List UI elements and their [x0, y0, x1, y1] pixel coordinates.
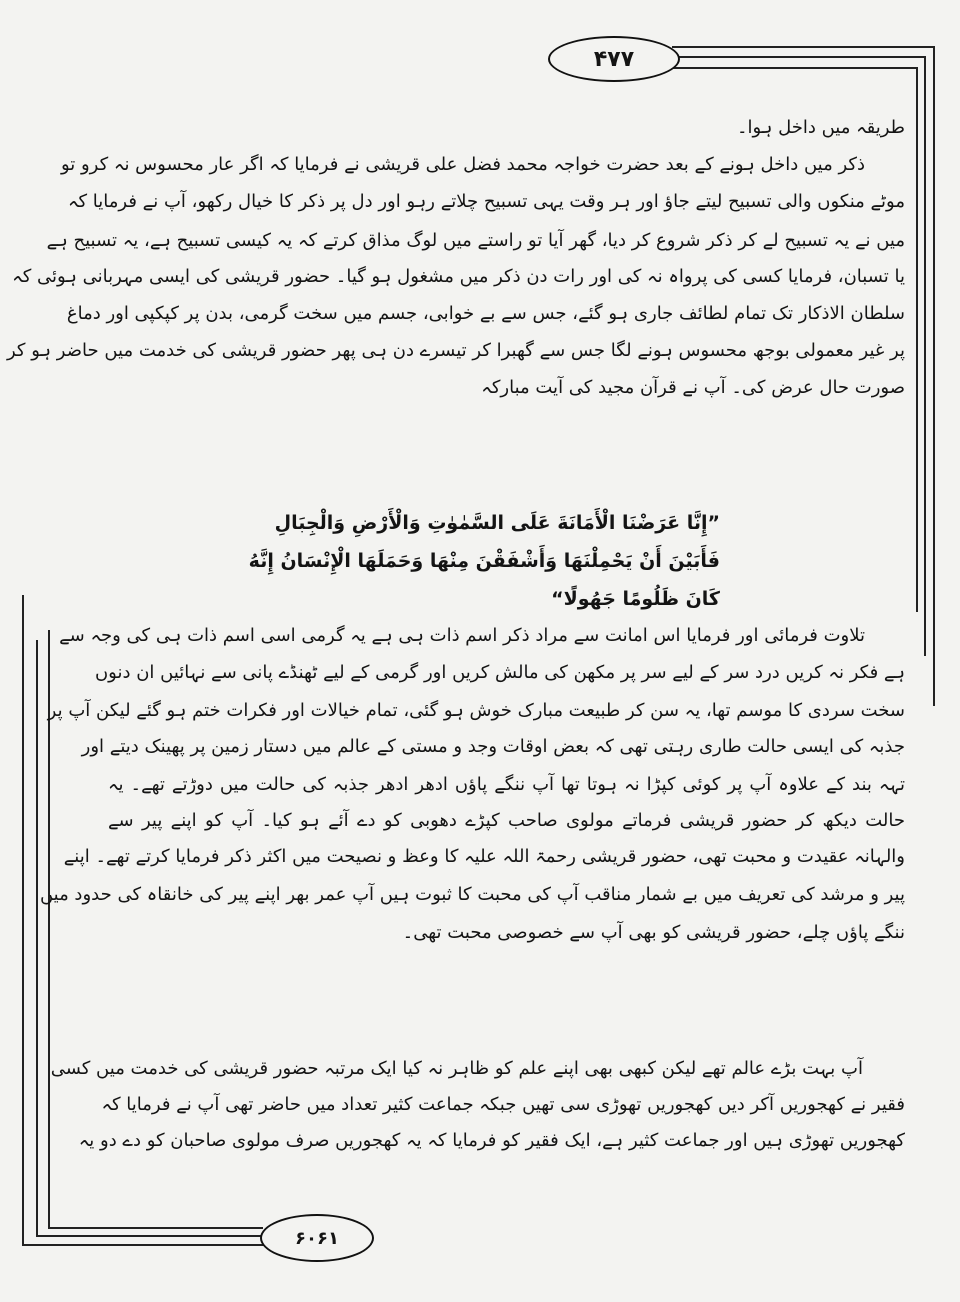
page-number-top-text: ۴۷۷ [593, 46, 635, 72]
frame-line [22, 595, 24, 1245]
text-line: ذکر میں داخل ہونے کے بعد حضرت خواجہ محمد فضل علی قریشی نے فرمایا کہ اگر عار محسوس نہ کرو تو [60, 154, 865, 175]
text-line: جذبہ کی ایسی حالت طاری رہتی تھی کہ بعض اوقات وجد و مستی کے عالم میں دستار زمین پر پھینک دیتے اور [81, 736, 905, 757]
frame-line [36, 1235, 266, 1237]
text-line: حالت دیکھ کر حضور قریشی فرماتے مولوی صاحب کپڑے دھوبی کو دے آئے ہو کیا۔ آپ کو اپنے پیر سے [108, 810, 905, 831]
text-line: کھجوریں تھوڑی ہیں اور جماعت کثیر ہے، ایک فقیر کو فرمایا کہ یہ کھجوریں صرف مولوی صاحبان کو دے دو یہ [78, 1130, 905, 1151]
text-line: ننگے پاؤں چلے، حضور قریشی کو بھی آپ سے خصوصی محبت تھی۔ [402, 922, 905, 943]
quran-verse-line: كَانَ ظَلُومًا جَهُولًا“ [551, 588, 720, 610]
text-line: صورت حال عرض کی۔ آپ نے قرآن مجید کی آیت مبارکہ [481, 377, 905, 398]
frame-line [22, 1244, 272, 1246]
page-number-bottom-text: ۶۰۶۱ [295, 1227, 339, 1249]
text-line: آپ بہت بڑے عالم تھے لیکن کبھی بھی اپنے علم کو ظاہر نہ کیا ایک مرتبہ حضور قریشی کی خدمت میں کسی [50, 1058, 863, 1079]
frame-line [672, 46, 934, 48]
text-line: ہے فکر نہ کریں درد سر کے لیے سر پر مکھن کی مالش کریں اور گرمی کے لیے ٹھنڈے پانی سے نہائیں ان دنوں [94, 662, 905, 683]
frame-line [924, 56, 926, 656]
text-line: موٹے منکوں والی تسبیح لیتے جاؤ اور ہر وقت یہی تسبیح چلاتے رہو اور دل پر ذکر کا خیال رکھو، آپ نے فرمایا کہ [67, 191, 905, 212]
frame-line [916, 67, 918, 612]
text-line: فقیر نے کھجوریں آکر دیں کھجوریں تھوڑی سی تھیں جبکہ جماعت کثیر تعداد میں حاضر تھی آپ نے فرمایا کہ [101, 1094, 905, 1115]
text-line: پیر و مرشد کی تعریف میں بے شمار مناقب آپ کی محبت کا ثبوت ہیں آپ عمر بھر اپنے پیر کی خانقاہ کی حدود میں [39, 884, 905, 905]
frame-line [933, 46, 935, 706]
quran-verse-line: فَأَبَيْنَ أَنْ يَحْمِلْنَهَا وَأَشْفَقْنَ مِنْهَا وَحَمَلَهَا الْإِنْسَانُ إِنَّهُ [248, 550, 720, 572]
frame-line [48, 1227, 263, 1229]
text-line: سخت سردی کا موسم تھا، یہ سن کر طبیعت مبارک خوش ہو گئی، تمام خیالات اور فکرات ختم ہو گئے لیکن آپ پر [47, 700, 905, 721]
text-line: تہہ بند کے علاوہ آپ پر کوئی کپڑا نہ ہوتا تھا آپ ننگے پاؤں ادھر ادھر جذبہ کی حالت میں دوڑتے تھے۔ یہ [108, 774, 905, 795]
frame-line [672, 67, 918, 69]
text-line: یا تسبان، فرمایا کسی کی پرواہ نہ کی اور رات دن ذکر میں مشغول ہو گیا۔ حضور قریشی کی ایسی مہربانی ہوئی کہ [12, 266, 905, 287]
page-number-bottom [260, 1214, 374, 1262]
text-line: والہانہ عقیدت و محبت تھی، حضور قریشی رحمۃ اللہ علیہ کا وعظ و نصیحت میں اکثر ذکر فرمایا کرتے تھے۔ اپنے [63, 846, 905, 867]
text-line: تلاوت فرمائی اور فرمایا اس امانت سے مراد ذکر اسم ذات ہی ہے یہ گرمی اسی اسم ذات ہی کی وجہ سے [59, 625, 865, 646]
page-number-top [548, 36, 680, 82]
text-line: سلطان الاذکار تک تمام لطائف جاری ہو گئے، جس سے بے خوابی، جسم میں سخت گرمی، بدن پر کپکپی اور دماغ [66, 303, 905, 324]
text-line: پر غیر معمولی بوجھ محسوس ہونے لگا جس سے گھبرا کر تیسرے دن ہی پھر حضور قریشی کی خدمت میں حاضر ہو کر [6, 340, 905, 361]
frame-line [36, 640, 38, 1236]
frame-line [676, 56, 925, 58]
text-line: میں نے یہ تسبیح لے کر ذکر شروع کر دیا، گھر آیا تو راستے میں لوگ مذاق کرتے کہ یہ کیسی تسبیح ہے، یہ تسبیح ہے [46, 230, 905, 251]
text-line: طریقہ میں داخل ہوا۔ [736, 117, 905, 138]
quran-verse-line: ”إِنَّا عَرَضْنَا الْأَمَانَةَ عَلَى السَّمٰوٰتِ وَالْأَرْضِ وَالْجِبَالِ [274, 512, 720, 534]
